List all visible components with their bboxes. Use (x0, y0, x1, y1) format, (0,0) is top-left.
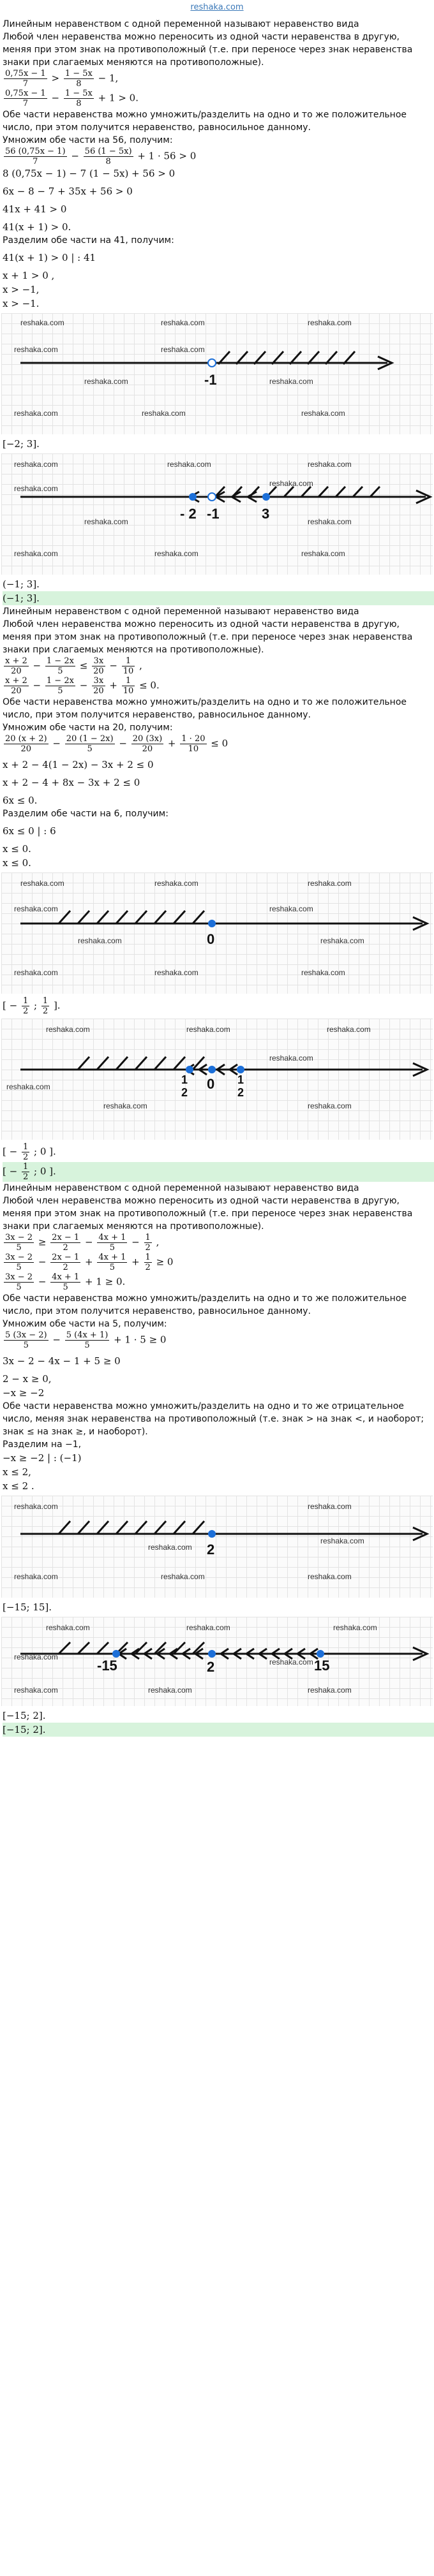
math-line: x > −1, (3, 284, 40, 295)
number-line-figure (1, 453, 433, 575)
number-line (1, 1496, 433, 1598)
step-text: Разделим обе части на 41, получим: (3, 235, 174, 246)
math-line: [−15; 2]. (3, 1710, 46, 1721)
watermark: reshaka.com (269, 904, 313, 913)
watermark: reshaka.com (308, 879, 352, 888)
watermark: reshaka.com (14, 484, 58, 493)
watermark: reshaka.com (84, 377, 128, 386)
math-line: 6x − 8 − 7 + 35x + 56 > 0 (3, 186, 133, 197)
math-line: 8 (0,75x − 1) − 7 (1 − 5x) + 56 > 0 (3, 168, 176, 179)
math-line: $\frac{0,75x - 1}{7}$ > $\frac{1 - 5x}{8}$ − 1, (5, 69, 119, 89)
point-label: 15 (314, 1658, 330, 1674)
math-line: x ≤ 0. (3, 843, 31, 855)
math-line: $\frac{3x - 2}{5}$ − $\frac{2x - 1}{2}$ + $\frac{4x + 1}{5}$ + $\frac{1}{2}$ ≥ 0 (5, 1253, 174, 1272)
watermark: reshaka.com (320, 936, 364, 945)
solution-3 (0, 1182, 434, 1737)
solution-2 (0, 605, 434, 1182)
math-line: x + 2 − 4(1 − 2x) − 3x + 2 ≤ 0 (3, 759, 154, 770)
math-line: 2 − x ≥ 0, (3, 1373, 52, 1385)
watermark: reshaka.com (308, 517, 352, 526)
number-line (1, 313, 433, 434)
watermark: reshaka.com (186, 1623, 230, 1632)
watermark: reshaka.com (308, 1502, 352, 1511)
definition-text: Линейным неравенством с одной переменной называют неравенство вида (3, 1183, 359, 1193)
math-line: x > −1. (3, 298, 40, 309)
math-line: x + 1 > 0 , (3, 270, 55, 281)
rule-text: Любой член неравенства можно переносить из одной части неравенства в другую, меняя при этом знак на противоположный (т.е. при переносе через знак неравенства знаки при слагаемых меняются на противоположные). (3, 1196, 413, 1232)
definition-text: Линейным неравенством с одной переменной называют неравенство вида (3, 19, 359, 29)
point-label: -15 (97, 1658, 117, 1674)
point-label: -1 (204, 372, 217, 388)
watermark: reshaka.com (154, 968, 198, 977)
rule-text: Обе части неравенства можно умножить/разделить на одно и то же положительное число, при этом получится неравенство, равносильное данному. (3, 1293, 407, 1316)
math-line: x ≤ 2, (3, 1466, 31, 1478)
watermark: reshaka.com (78, 936, 122, 945)
math-line: 3x − 2 − 4x − 1 + 5 ≥ 0 (3, 1355, 121, 1367)
point-label: 0 (207, 931, 215, 947)
watermark: reshaka.com (308, 1101, 352, 1110)
rule-text: Обе части неравенства можно умножить/разделить на одно и то же положительное число, при этом получится неравенство, равносильное данному. (3, 697, 407, 720)
math-line: $\frac{3x - 2}{5}$ ≥ $\frac{2x - 1}{2}$ − $\frac{4x + 1}{5}$ − $\frac{1}{2}$ , (5, 1233, 160, 1253)
number-line-figure (1, 1617, 433, 1706)
point-label: 2 (237, 1086, 244, 1099)
step-text: Умножим обе части на 20, получим: (3, 723, 173, 733)
watermark: reshaka.com (161, 345, 205, 354)
watermark: reshaka.com (186, 1025, 230, 1034)
watermark: reshaka.com (46, 1623, 90, 1632)
watermark: reshaka.com (333, 1623, 377, 1632)
watermark: reshaka.com (269, 479, 313, 488)
number-line-figure (1, 313, 433, 434)
point-label: 0 (207, 1076, 215, 1092)
watermark: reshaka.com (161, 318, 205, 327)
math-line: [−15; 15]. (3, 1601, 52, 1613)
watermark: reshaka.com (14, 904, 58, 913)
answer: [−15; 2]. (3, 1723, 434, 1737)
math-line: $\frac{x + 2}{20}$ − $\frac{1 - 2x}{5}$ ≤ $\frac{3x}{20}$ − $\frac{1}{10}$ , (5, 656, 142, 676)
watermark: reshaka.com (14, 460, 58, 469)
point-label: - 2 (180, 506, 197, 522)
math-line: $\frac{5 (3x - 2)}{5}$ − $\frac{5 (4x + 1)}{5}$ + 1 · 5 ≥ 0 (5, 1330, 167, 1350)
watermark: reshaka.com (301, 409, 345, 418)
watermark: reshaka.com (142, 409, 186, 418)
watermark: reshaka.com (20, 318, 64, 327)
step-text: Умножим обе части на 56, получим: (3, 135, 173, 145)
math-line: [ − $\frac{1}{2}$ ; $\frac{1}{2}$ ]. (3, 996, 61, 1016)
math-line: $\frac{56 (0,75x - 1)}{7}$ − $\frac{56 (1 - 5x)}{8}$ + 1 · 56 > 0 (5, 147, 197, 166)
watermark: reshaka.com (14, 1686, 58, 1695)
watermark: reshaka.com (269, 1658, 313, 1667)
math-line: x + 2 − 4 + 8x − 3x + 2 ≤ 0 (3, 777, 140, 788)
watermark: reshaka.com (327, 1025, 371, 1034)
rule-text: Обе части неравенства можно умножить/разделить на одно и то же отрицательное число, меняя знак неравенства на противоположный (т.е. знак > на знак <, и наоборот; знак ≤ на знак ≥, и наоборот). (3, 1401, 424, 1437)
number-line-figure (1, 1496, 433, 1598)
math-line: −x ≥ −2 (3, 1387, 45, 1399)
math-line: −x ≥ −2 | : (−1) (3, 1452, 82, 1464)
watermark: reshaka.com (154, 879, 198, 888)
rule-text: Обе части неравенства можно умножить/разделить на одно и то же положительное число, при этом получится неравенство, равносильное данному. (3, 110, 407, 133)
watermark: reshaka.com (14, 968, 58, 977)
math-line: 6x ≤ 0. (3, 795, 38, 806)
math-line: $\frac{0,75x - 1}{7}$ − $\frac{1 - 5x}{8}$ + 1 > 0. (5, 89, 138, 108)
step-text: Умножим обе части на 5, получим: (3, 1319, 167, 1329)
math-line: $\frac{3x - 2}{5}$ − $\frac{4x + 1}{5}$ + 1 ≥ 0. (5, 1272, 126, 1292)
solution-1 (0, 18, 434, 605)
watermark: reshaka.com (301, 968, 345, 977)
step-text: Разделим обе части на 6, получим: (3, 809, 168, 819)
number-line (1, 872, 433, 994)
watermark: reshaka.com (84, 517, 128, 526)
number-line-figure (1, 1019, 433, 1140)
math-line: x ≤ 2 . (3, 1480, 34, 1492)
answer: (−1; 3]. (3, 591, 434, 605)
watermark: reshaka.com (14, 409, 58, 418)
point-label: 2 (207, 1659, 215, 1675)
watermark: reshaka.com (6, 1082, 50, 1091)
point-label: 2 (207, 1542, 215, 1557)
point-label: 2 (181, 1086, 188, 1099)
watermark: reshaka.com (320, 1536, 364, 1545)
watermark: reshaka.com (14, 1502, 58, 1511)
math-line: 6x ≤ 0 | : 6 (3, 825, 56, 837)
watermark: reshaka.com (308, 318, 352, 327)
watermark: reshaka.com (103, 1101, 147, 1110)
answer: [ − $\frac{1}{2}$ ; 0 ]. (3, 1162, 434, 1182)
math-line: (−1; 3]. (3, 578, 40, 590)
math-line: x ≤ 0. (3, 857, 31, 869)
math-line: [−2; 3]. (3, 438, 40, 450)
number-line (1, 1019, 433, 1140)
number-line-figure (1, 872, 433, 994)
watermark: reshaka.com (154, 549, 198, 558)
watermark: reshaka.com (148, 1543, 192, 1552)
watermark: reshaka.com (269, 377, 313, 386)
math-line: 41(x + 1) > 0. (3, 221, 71, 233)
point-label: 1 (237, 1073, 244, 1086)
watermark: reshaka.com (308, 1572, 352, 1581)
math-line: $\frac{x + 2}{20}$ − $\frac{1 - 2x}{5}$ − $\frac{3x}{20}$ + $\frac{1}{10}$ ≤ 0. (5, 676, 160, 696)
watermark: reshaka.com (269, 1054, 313, 1063)
site-header[interactable]: reshaka.com (190, 3, 244, 12)
watermark: reshaka.com (14, 1572, 58, 1581)
math-line: [ − $\frac{1}{2}$ ; 0 ]. (3, 1142, 56, 1162)
watermark: reshaka.com (46, 1025, 90, 1034)
definition-text: Линейным неравенством с одной переменной называют неравенство вида (3, 607, 359, 617)
rule-text: Любой член неравенства можно переносить из одной части неравенства в другую, меняя при этом знак на противоположный (т.е. при переносе через знак неравенства знаки при слагаемых меняются на противоположные). (3, 619, 413, 655)
step-text: Разделим на −1, (3, 1439, 82, 1450)
watermark: reshaka.com (148, 1686, 192, 1695)
math-line: 41x + 41 > 0 (3, 203, 67, 215)
math-line: $\frac{20 (x + 2)}{20}$ − $\frac{20 (1 - 2x)}{5}$ − $\frac{20 (3x)}{20}$ + $\frac{1 \cdot 20}{10}$ ≤ 0 (5, 734, 228, 754)
watermark: reshaka.com (20, 879, 64, 888)
watermark: reshaka.com (14, 1652, 58, 1661)
watermark: reshaka.com (14, 345, 58, 354)
watermark: reshaka.com (161, 1572, 205, 1581)
watermark: reshaka.com (308, 1686, 352, 1695)
watermark: reshaka.com (167, 460, 211, 469)
watermark: reshaka.com (301, 549, 345, 558)
watermark: reshaka.com (14, 549, 58, 558)
rule-text: Любой член неравенства можно переносить из одной части неравенства в другую, меняя при этом знак на противоположный (т.е. при переносе через знак неравенства знаки при слагаемых меняются на противоположные). (3, 32, 413, 68)
math-line: 41(x + 1) > 0 | : 41 (3, 252, 96, 263)
watermark: reshaka.com (308, 460, 352, 469)
point-label: -1 (207, 506, 220, 522)
point-label: 1 (181, 1073, 188, 1086)
point-label: 3 (262, 506, 270, 522)
